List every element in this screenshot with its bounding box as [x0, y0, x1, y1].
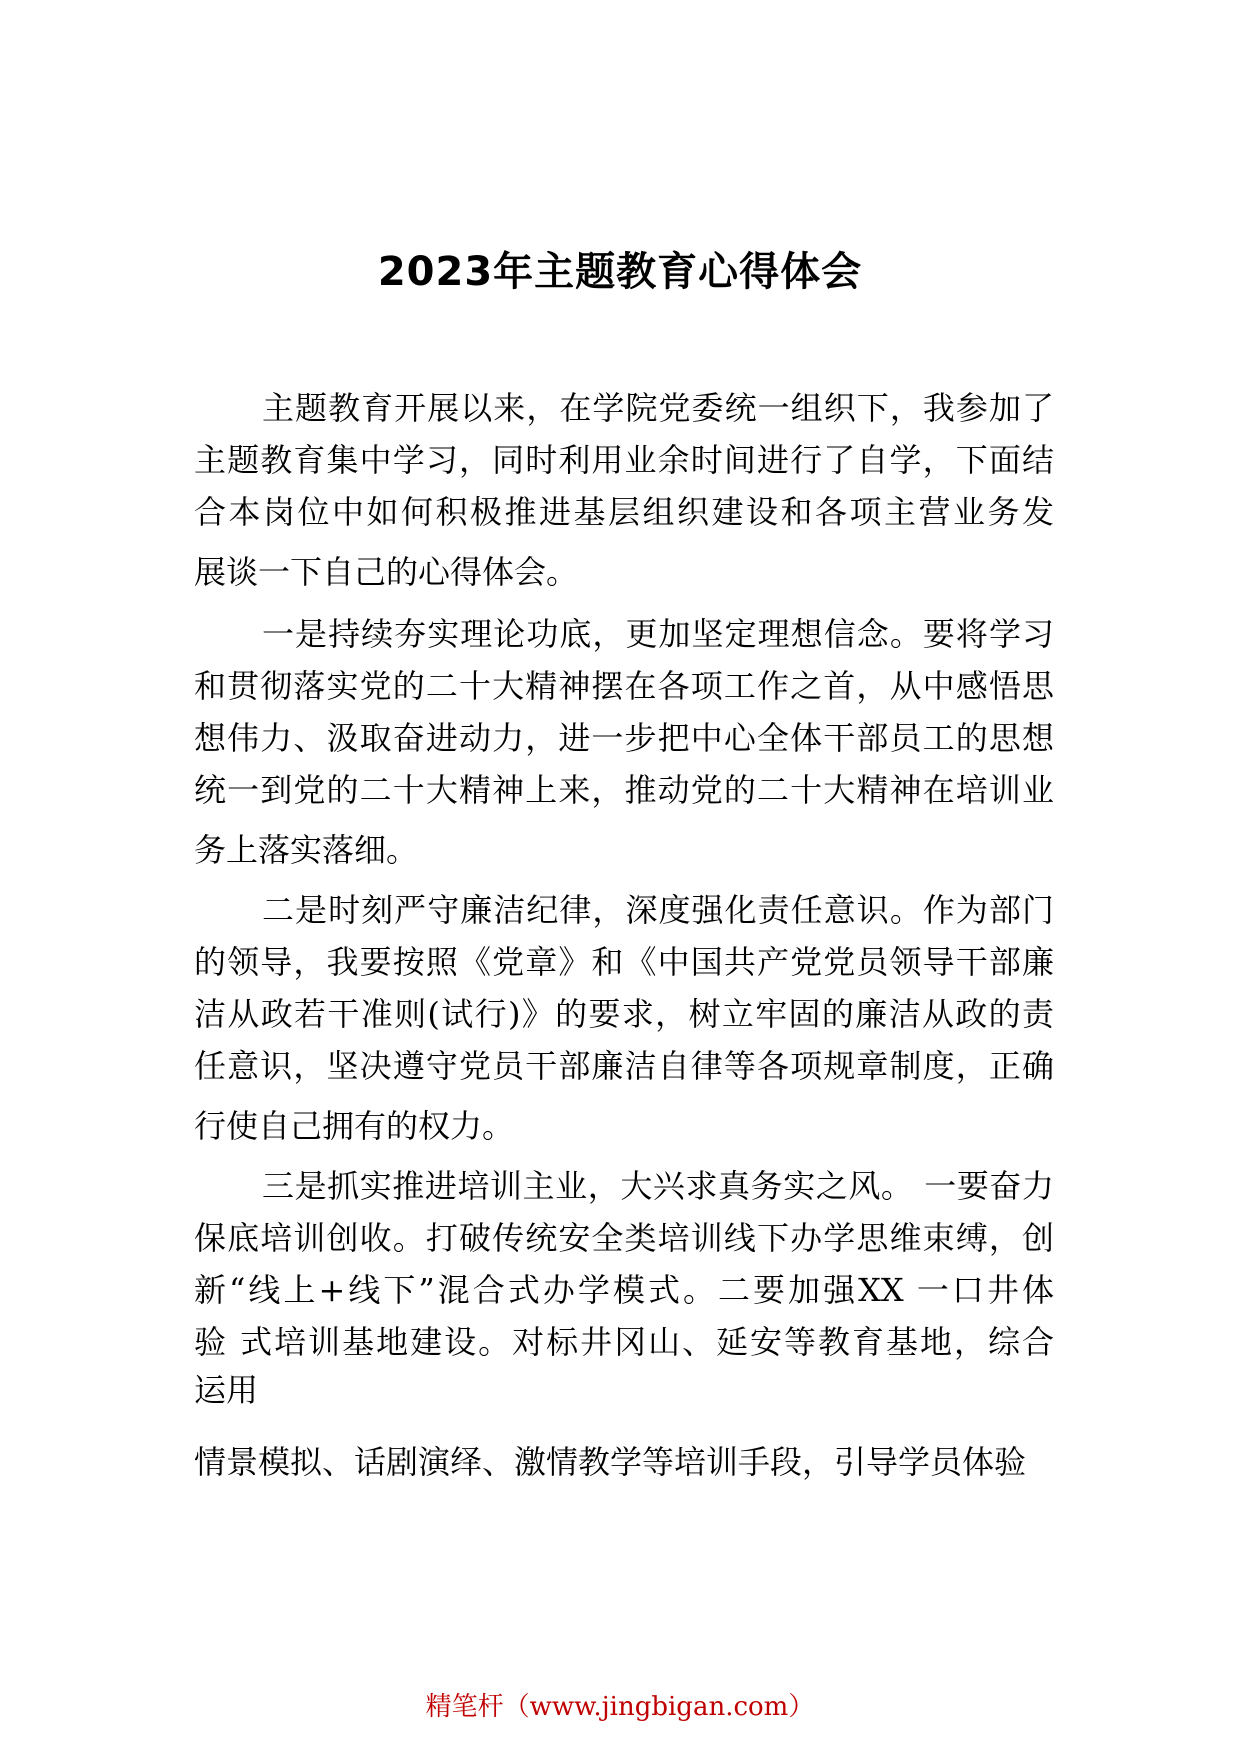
paragraph-line: 洁从政若干准则(试行)》的要求，树立牢固的廉洁从政的责 [194, 995, 1054, 1033]
paragraph-line: 主题教育开展以来，在学院党委统一组织下，我参加了 [262, 389, 1054, 427]
paragraph-line: 想伟力、汲取奋进动力，进一步把中心全体干部员工的思想 [194, 719, 1054, 757]
footer-watermark-link[interactable]: 精笔杆（www.jingbigan.com） [425, 1692, 815, 1722]
paragraph-line: 二是时刻严守廉洁纪律，深度强化责任意识。作为部门 [262, 891, 1054, 929]
paragraph-line: 务上落实落细。 [194, 831, 419, 869]
document-title: 2023年主题教育心得体会 [377, 249, 863, 295]
paragraph-line: 的领导，我要按照《党章》和《中国共产党党员领导干部廉 [194, 943, 1054, 981]
paragraph-line: 情景模拟、话剧演绎、激情教学等培训手段，引导学员体验 [194, 1443, 1027, 1481]
paragraph-line: 一是持续夯实理论功底，更加坚定理想信念。要将学习 [262, 615, 1054, 653]
paragraph-line: 任意识，坚决遵守党员干部廉洁自律等各项规章制度，正确 [194, 1047, 1054, 1085]
paragraph-line: 新“线上+线下”混合式办学模式。二要加强XX 一口井体 [194, 1271, 1054, 1309]
paragraph-line: 三是抓实推进培训主业，大兴求真务实之风。 一要奋力 [262, 1167, 1054, 1205]
paragraph-line: 验 式培训基地建设。对标井冈山、延安等教育基地，综合 [194, 1323, 1054, 1361]
paragraph-line: 保底培训创收。打破传统安全类培训线下办学思维束缚，创 [194, 1219, 1054, 1257]
paragraph-line: 行使自己拥有的权力。 [194, 1107, 515, 1145]
paragraph-line: 和贯彻落实党的二十大精神摆在各项工作之首，从中感悟思 [194, 667, 1054, 705]
paragraph-line: 统一到党的二十大精神上来，推动党的二十大精神在培训业 [194, 771, 1054, 809]
paragraph-line: 运用 [194, 1371, 259, 1409]
paragraph-line: 主题教育集中学习，同时利用业余时间进行了自学，下面结 [194, 441, 1054, 479]
paragraph-line: 合本岗位中如何积极推进基层组织建设和各项主营业务发 [194, 493, 1054, 531]
paragraph-line: 展谈一下自己的心得体会。 [194, 553, 579, 591]
